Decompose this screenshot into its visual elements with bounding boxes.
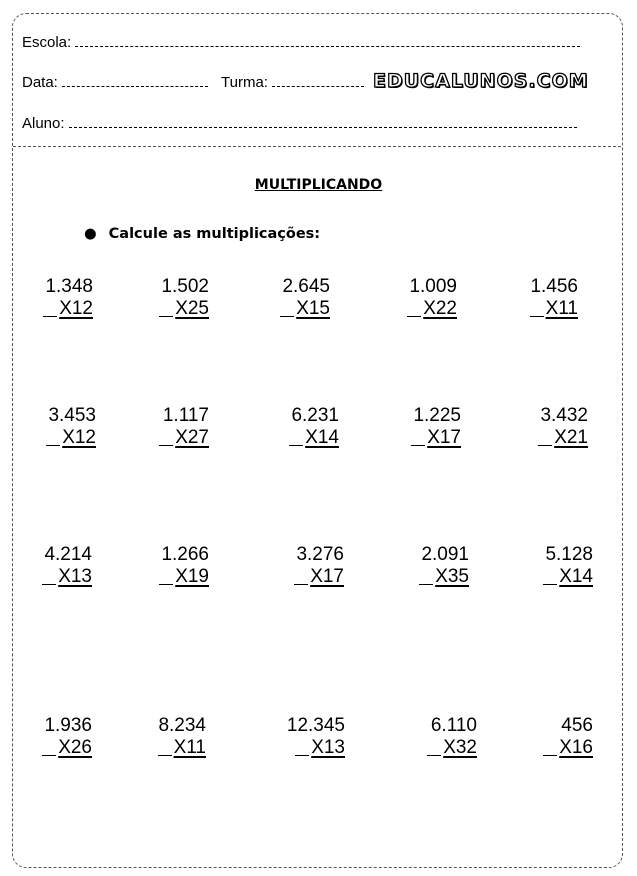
multiplication-problem xyxy=(12,544,92,588)
multiplier xyxy=(158,737,206,759)
multiplication-problem xyxy=(397,715,477,759)
multiplier xyxy=(280,298,330,320)
bullet-icon: ● xyxy=(84,226,97,242)
multiplicand: 456 xyxy=(561,715,593,736)
date-blank[interactable] xyxy=(62,76,208,87)
multiplicand: 1.348 xyxy=(45,276,93,297)
multiplicand: 5.128 xyxy=(545,544,593,565)
multiplier-text: X12 xyxy=(59,298,93,319)
multiplier xyxy=(543,737,593,759)
multiplier xyxy=(427,737,477,759)
multiplication-problem xyxy=(265,715,345,759)
multiplier xyxy=(42,566,92,588)
multiplicand: 3.276 xyxy=(296,544,344,565)
multiplicand: 8.234 xyxy=(158,715,206,736)
multiplier-text: X12 xyxy=(62,427,96,448)
multiplier xyxy=(289,427,339,449)
multiplicand: 1.117 xyxy=(162,405,209,426)
class-label: Turma: xyxy=(221,74,268,91)
multiplication-problem xyxy=(250,276,330,320)
multiplier xyxy=(411,427,461,449)
multiplier xyxy=(159,427,209,449)
worksheet-title: MULTIPLICANDO xyxy=(254,177,383,193)
multiplicand: 1.502 xyxy=(161,276,209,297)
multiplication-problem xyxy=(389,544,469,588)
multiplication-problem xyxy=(513,715,593,759)
student-field xyxy=(22,115,577,132)
multiplier xyxy=(538,427,588,449)
multiplication-problem xyxy=(264,544,344,588)
header-divider xyxy=(13,146,621,147)
multiplication-problem xyxy=(259,405,339,449)
multiplicand: 2.645 xyxy=(282,276,330,297)
multiplier-text: X21 xyxy=(554,427,588,448)
multiplier-text: X13 xyxy=(311,737,345,758)
instruction xyxy=(84,226,320,242)
multiplier-text: X22 xyxy=(423,298,457,319)
multiplier xyxy=(159,298,209,320)
multiplication-problem xyxy=(498,276,578,320)
multiplication-problem xyxy=(12,715,92,759)
instruction-text: Calcule as multiplicações: xyxy=(108,226,321,242)
multiplicand: 3.432 xyxy=(540,405,588,426)
class-field xyxy=(221,74,364,91)
multiplication-problem xyxy=(16,405,96,449)
multiplier xyxy=(42,737,92,759)
school-label: Escola: xyxy=(22,34,72,51)
multiplicand: 1.266 xyxy=(161,544,209,565)
multiplier xyxy=(159,566,209,588)
student-blank[interactable] xyxy=(69,117,577,128)
multiplicand: 4.214 xyxy=(44,544,92,565)
multiplier-text: X19 xyxy=(175,566,209,587)
multiplier xyxy=(419,566,469,588)
multiplication-problem xyxy=(129,544,209,588)
multiplier-text: X17 xyxy=(427,427,461,448)
date-field xyxy=(22,74,208,91)
multiplier xyxy=(294,566,344,588)
multiplier xyxy=(543,566,593,588)
date-label: Data: xyxy=(22,74,58,91)
multiplier-text: X14 xyxy=(559,566,593,587)
multiplication-problem xyxy=(126,715,206,759)
multiplier xyxy=(295,737,345,759)
multiplier xyxy=(407,298,457,320)
multiplicand: 6.231 xyxy=(291,405,339,426)
multiplier xyxy=(530,298,578,320)
school-field xyxy=(22,34,580,51)
multiplier-text: X11 xyxy=(173,737,206,758)
multiplier xyxy=(46,427,96,449)
multiplication-problem xyxy=(508,405,588,449)
multiplicand: 3.453 xyxy=(48,405,96,426)
multiplier-text: X26 xyxy=(58,737,92,758)
multiplier-text: X16 xyxy=(559,737,593,758)
multiplier-text: X11 xyxy=(545,298,578,319)
multiplication-problem xyxy=(13,276,93,320)
multiplier-text: X27 xyxy=(175,427,209,448)
multiplicand: 1.456 xyxy=(530,276,578,297)
multiplication-problem xyxy=(129,405,209,449)
multiplicand: 1.009 xyxy=(409,276,457,297)
multiplicand: 1.225 xyxy=(413,405,461,426)
multiplier xyxy=(43,298,93,320)
class-blank[interactable] xyxy=(272,76,364,87)
student-label: Aluno: xyxy=(22,115,65,132)
multiplier-text: X14 xyxy=(305,427,339,448)
multiplier-text: X15 xyxy=(296,298,330,319)
multiplication-problem xyxy=(377,276,457,320)
multiplicand: 1.936 xyxy=(44,715,92,736)
multiplication-problem xyxy=(513,544,593,588)
multiplication-problem xyxy=(381,405,461,449)
multiplicand: 12.345 xyxy=(286,715,345,736)
educalunos-logo: EDUCALUNOS.COM xyxy=(373,70,589,92)
multiplicand: 6.110 xyxy=(430,715,477,736)
multiplier-text: X35 xyxy=(435,566,469,587)
multiplicand: 2.091 xyxy=(421,544,469,565)
multiplier-text: X25 xyxy=(175,298,209,319)
multiplier-text: X13 xyxy=(58,566,92,587)
school-blank[interactable] xyxy=(75,36,580,47)
multiplier-text: X17 xyxy=(310,566,344,587)
multiplication-problem xyxy=(129,276,209,320)
multiplier-text: X32 xyxy=(443,737,477,758)
